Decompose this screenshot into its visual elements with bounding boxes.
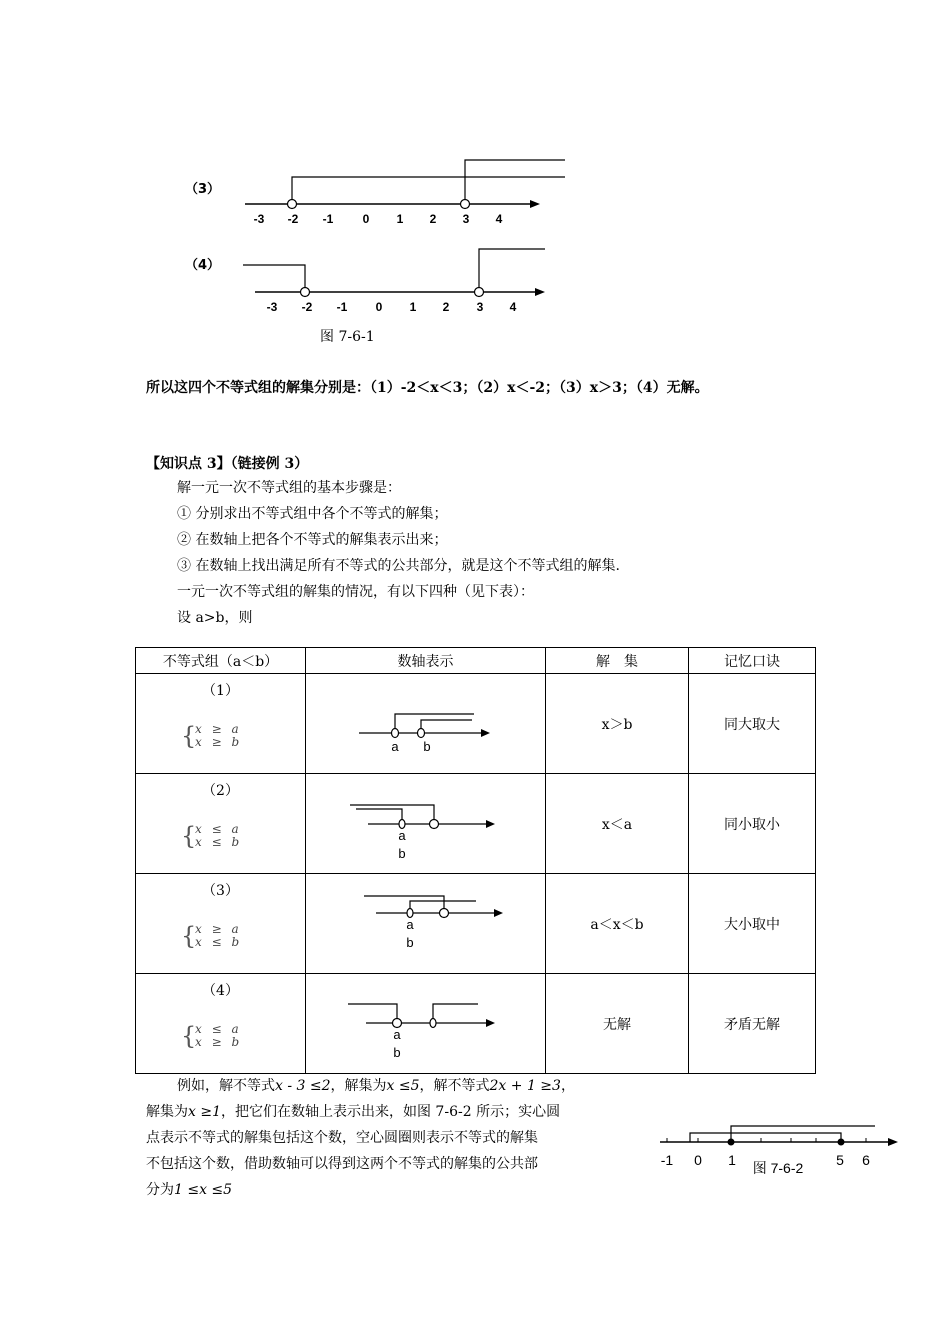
tick-label: 0	[362, 212, 370, 226]
label-a: a	[391, 739, 399, 754]
example-line	[146, 1073, 646, 1099]
ray-x-lt-a	[356, 809, 402, 824]
figure-7-6-2	[650, 1118, 905, 1180]
solution-text: x＜a	[601, 817, 633, 833]
solution-text: x＞b	[601, 717, 633, 733]
ray-x-ge-1	[731, 1126, 875, 1142]
ray-x-gt-b	[433, 1004, 478, 1023]
inequality-system	[181, 822, 271, 852]
knowledge-heading: 【知识点 3】（链接例 3）	[146, 456, 309, 472]
tick-label: 6	[862, 1152, 870, 1168]
math-expr: 1 ≤x ≤5	[174, 1182, 233, 1198]
solution-ray-gt-neg2	[292, 177, 565, 204]
tick-label: 1	[728, 1152, 736, 1168]
open-circle-neg2	[301, 288, 310, 297]
inequality-system	[181, 922, 271, 952]
tick-label: 3	[462, 212, 470, 226]
number-line-4	[235, 240, 555, 320]
inequality-system	[181, 722, 271, 752]
tick-label: 2	[429, 212, 437, 226]
example-paragraph	[146, 1073, 646, 1203]
solution-cell	[546, 774, 689, 874]
number-line-cell	[306, 674, 546, 774]
label-a: a	[398, 828, 406, 843]
tick-label: 0	[694, 1152, 702, 1168]
point-b	[430, 1019, 436, 1028]
ray-x-lt-a	[348, 1004, 397, 1023]
label-a: a	[393, 1027, 401, 1042]
knowledge-line: 解一元一次不等式组的基本步骤是：	[177, 480, 401, 496]
tick-label: -3	[266, 300, 278, 314]
tick-label: 1	[396, 212, 404, 226]
header-solution: 解 集	[546, 648, 689, 674]
system-cell	[136, 674, 306, 774]
tick-label: 5	[836, 1152, 844, 1168]
inequality-line: x ≤ b	[195, 835, 243, 849]
tick-label: 4	[495, 212, 503, 226]
mnemonic-text: 同大取大	[724, 717, 780, 733]
inequality-system	[181, 1022, 271, 1052]
inequality-line: x ≥ b	[195, 1035, 243, 1049]
point-b	[430, 820, 439, 829]
solution-cell	[546, 974, 689, 1074]
solution-cell	[546, 874, 689, 974]
number-line-diagram	[306, 974, 546, 1073]
tick-label: -1	[660, 1152, 674, 1168]
mnemonic-text: 大小取中	[724, 917, 780, 933]
math-expr: x ≥1	[188, 1104, 221, 1120]
tick-label: -2	[287, 212, 299, 226]
math-expr: 2x + 1 ≥3	[489, 1078, 561, 1094]
header-system: 不等式组（a＜b）	[136, 648, 306, 674]
axis-arrow	[486, 820, 495, 828]
knowledge-line: 一元一次不等式组的解集的情况，有以下四种（见下表）：	[177, 584, 534, 600]
mnemonic-cell	[689, 974, 816, 1074]
solution-cell	[546, 674, 689, 774]
table-row	[136, 974, 816, 1074]
system-cell	[136, 874, 306, 974]
solution-set-table	[135, 647, 816, 1074]
example-line	[146, 1099, 646, 1125]
text-run: ，	[560, 1078, 575, 1094]
tick-label: 1	[409, 300, 417, 314]
open-circle-3	[475, 288, 484, 297]
number-line-3	[235, 150, 575, 235]
axis-arrow	[494, 909, 503, 917]
system-cell	[136, 974, 306, 1074]
inequality-line: x ≤ a	[195, 822, 242, 836]
solid-point-1	[728, 1139, 735, 1146]
label-b: b	[393, 1045, 401, 1060]
open-circle-3	[461, 200, 470, 209]
tick-label: 2	[442, 300, 450, 314]
figure-label-3: （3）	[185, 182, 221, 197]
text-run: ，把它们在数轴上表示出来，如图 7-6-2 所示；实心圆	[220, 1104, 561, 1120]
number-line-cell	[306, 874, 546, 974]
axis-arrow	[481, 729, 490, 737]
number-line-cell	[306, 974, 546, 1074]
ray-x-gt-a	[395, 714, 474, 733]
summary-text: 所以这四个不等式组的解集分别是：（1）-2＜x＜3；（2）x＜-2；（3）x＞3；（4）无解。	[146, 380, 709, 396]
text-run: ，解集为	[330, 1078, 387, 1094]
axis-arrow	[530, 200, 540, 208]
inequality-line: x ≤ b	[195, 935, 243, 949]
tick-label: -2	[301, 300, 313, 314]
axis-arrow	[486, 1019, 495, 1027]
solution-ray-gt-3	[479, 249, 545, 292]
solution-ray-gt-3	[465, 160, 565, 204]
tick-label: 4	[509, 300, 517, 314]
tick-label: -3	[253, 212, 265, 226]
knowledge-steps	[177, 475, 620, 631]
tick-label: 3	[476, 300, 484, 314]
inequality-line: x ≤ a	[195, 1022, 242, 1036]
text-run: ，解不等式	[419, 1078, 490, 1094]
table-row	[136, 874, 816, 974]
label-a: a	[406, 917, 414, 932]
ray-x-lt-b	[364, 896, 444, 913]
knowledge-line: ① 分别求出不等式组中各个不等式的解集；	[177, 506, 448, 522]
text-run: 例如，解不等式	[177, 1078, 275, 1094]
mnemonic-cell	[689, 674, 816, 774]
inequality-line: x ≥ b	[195, 735, 243, 749]
solution-text: 无解	[603, 1017, 631, 1033]
header-number-line: 数轴表示	[306, 648, 546, 674]
row-number: （2）	[202, 783, 239, 799]
system-cell	[136, 774, 306, 874]
knowledge-line: ② 在数轴上把各个不等式的解集表示出来；	[177, 532, 448, 548]
example-line: 点表示不等式的解集包括这个数，空心圆圈则表示不等式的解集	[146, 1130, 538, 1146]
label-b: b	[423, 739, 431, 754]
table-row	[136, 774, 816, 874]
axis-arrow	[535, 288, 545, 296]
mnemonic-cell	[689, 774, 816, 874]
tick-label: -1	[322, 212, 334, 226]
example-line: 不包括这个数，借助数轴可以得到这两个不等式的解集的公共部	[146, 1156, 538, 1172]
header-mnemonic: 记忆口诀	[689, 648, 816, 674]
example-line	[146, 1177, 646, 1203]
tick-label: 0	[375, 300, 383, 314]
brace-icon: {	[181, 1022, 197, 1050]
text-run: 分为	[146, 1182, 174, 1198]
figure-caption-7-6-1: 图 7-6-1	[320, 329, 375, 345]
axis-arrow	[888, 1138, 898, 1146]
number-line-diagram	[306, 774, 546, 873]
mnemonic-text: 同小取小	[724, 817, 780, 833]
open-circle-neg2	[288, 200, 297, 209]
row-number: （4）	[202, 983, 239, 999]
figure-label-4: （4）	[185, 258, 221, 273]
ray-x-le-5	[690, 1133, 841, 1142]
mnemonic-text: 矛盾无解	[724, 1017, 780, 1033]
table-row	[136, 674, 816, 774]
brace-icon: {	[181, 722, 197, 750]
label-b: b	[398, 846, 406, 861]
solid-point-5	[838, 1139, 845, 1146]
row-number: （1）	[202, 683, 239, 699]
math-expr: x ≤5	[386, 1078, 420, 1094]
row-number: （3）	[202, 883, 239, 899]
point-a	[392, 729, 399, 738]
knowledge-line: 设 a>b，则	[177, 610, 253, 626]
figure-caption-7-6-2: 图 7-6-2	[752, 1160, 804, 1176]
math-expr: x - 3 ≤2	[275, 1078, 331, 1094]
solution-ray-lt-neg2	[243, 265, 305, 292]
number-line-diagram	[306, 874, 546, 973]
point-b	[440, 909, 449, 918]
number-line-diagram	[306, 674, 546, 773]
knowledge-line: ③ 在数轴上找出满足所有不等式的公共部分，就是这个不等式组的解集.	[177, 558, 620, 574]
number-line-cell	[306, 774, 546, 874]
brace-icon: {	[181, 922, 197, 950]
tick-label: -1	[336, 300, 348, 314]
label-b: b	[406, 935, 414, 950]
mnemonic-cell	[689, 874, 816, 974]
ray-x-gt-b	[421, 720, 472, 733]
inequality-line: x ≥ a	[195, 922, 242, 936]
ray-x-lt-b	[350, 805, 434, 824]
table-header-row	[136, 648, 816, 674]
inequality-line: x ≥ a	[195, 722, 242, 736]
point-b	[418, 729, 425, 738]
brace-icon: {	[181, 822, 197, 850]
solution-text: a＜x＜b	[590, 917, 644, 933]
text-run: 解集为	[146, 1104, 188, 1120]
